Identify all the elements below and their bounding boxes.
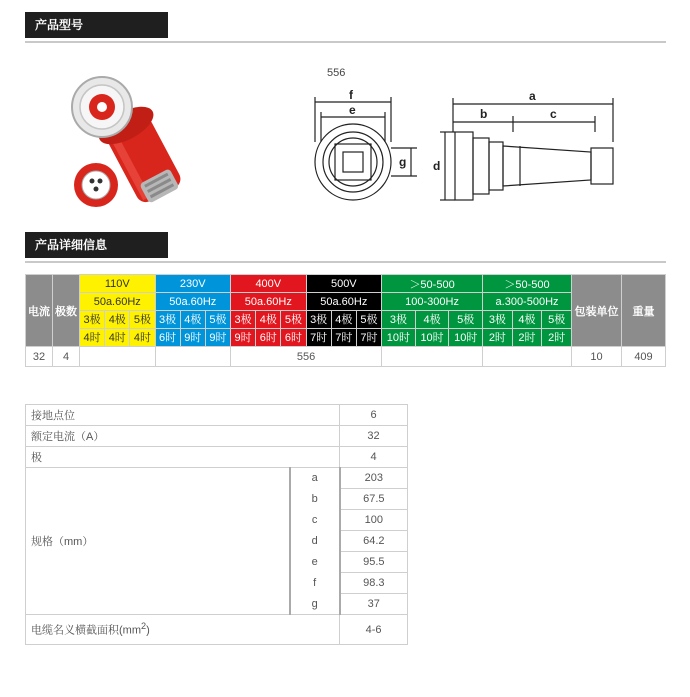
pole-cell: 5极 [205, 311, 230, 329]
hour-cell: 9时 [231, 329, 256, 347]
pole-cell: 4极 [512, 311, 542, 329]
section-divider [25, 41, 666, 43]
pole-cell: 4极 [180, 311, 205, 329]
header-current: 电流 [26, 275, 53, 347]
size-value: 67.5 [340, 489, 408, 510]
pole-cell: 3极 [231, 311, 256, 329]
group-freq: a.300-500Hz [483, 293, 572, 311]
label-size: 规格（mm） [26, 468, 290, 615]
hour-cell: 4时 [80, 329, 105, 347]
hour-cell: 4时 [130, 329, 155, 347]
pole-cell: 3极 [80, 311, 105, 329]
pole-cell: 3极 [382, 311, 416, 329]
hour-cell: 10时 [382, 329, 416, 347]
pole-cell: 4极 [256, 311, 281, 329]
group-volt: ＞50-500 [382, 275, 483, 293]
label-earth: 接地点位 [26, 405, 340, 426]
spec-table [25, 274, 666, 367]
pole-cell: 5极 [356, 311, 381, 329]
size-letter: e [290, 552, 340, 573]
table-row [26, 615, 408, 645]
pole-cell: 3极 [306, 311, 331, 329]
size-letter: b [290, 489, 340, 510]
drawing-model-label: 556 [327, 67, 346, 79]
hour-cell: 6时 [281, 329, 306, 347]
size-value: 203 [340, 468, 408, 489]
pole-cell: 3极 [155, 311, 180, 329]
hour-cell: 9时 [180, 329, 205, 347]
dim-c-label: c [550, 107, 557, 121]
hour-cell: 7时 [356, 329, 381, 347]
dim-g-label: g [399, 155, 407, 169]
cell-empty [80, 347, 156, 367]
group-freq: 50a.60Hz [231, 293, 307, 311]
cell-empty [382, 347, 483, 367]
dim-a-label: a [529, 89, 536, 103]
cell-weight: 409 [622, 347, 666, 367]
pole-cell: 5极 [281, 311, 306, 329]
pole-cell: 4极 [331, 311, 356, 329]
product-image [60, 65, 200, 210]
size-value: 37 [340, 594, 408, 615]
group-volt: 230V [155, 275, 231, 293]
table-row [26, 347, 666, 367]
group-volt: 400V [231, 275, 307, 293]
group-volt: 110V [80, 275, 156, 293]
hour-cell: 9时 [205, 329, 230, 347]
pole-cell: 5极 [542, 311, 572, 329]
group-freq: 50a.60Hz [155, 293, 231, 311]
hour-cell: 4时 [105, 329, 130, 347]
cell-empty [483, 347, 572, 367]
dim-d-label: d [433, 159, 441, 173]
value-pole: 4 [340, 447, 408, 468]
pole-cell: 4极 [105, 311, 130, 329]
size-letter: d [290, 531, 340, 552]
table-row [26, 426, 408, 447]
dimension-drawing [305, 62, 635, 212]
section-header-product-details [25, 232, 666, 264]
cable-label-close: ) [146, 624, 150, 637]
hour-cell: 2时 [512, 329, 542, 347]
group-freq: 50a.60Hz [306, 293, 382, 311]
hour-cell: 2时 [483, 329, 513, 347]
table-row [26, 468, 408, 489]
dim-f-label: f [349, 88, 353, 102]
table-row [26, 405, 408, 426]
hour-cell: 2时 [542, 329, 572, 347]
pole-cell: 3极 [483, 311, 513, 329]
group-volt: 500V [306, 275, 382, 293]
size-letter: g [290, 594, 340, 615]
group-volt: ＞50-500 [483, 275, 572, 293]
hour-cell: 10时 [415, 329, 449, 347]
cell-poles: 4 [53, 347, 80, 367]
pole-cell: 4极 [415, 311, 449, 329]
details-table [25, 404, 408, 645]
value-earth: 6 [340, 405, 408, 426]
hour-cell: 6时 [155, 329, 180, 347]
size-letter: c [290, 510, 340, 531]
group-freq: 100-300Hz [382, 293, 483, 311]
pole-cell: 5极 [449, 311, 483, 329]
cell-empty [155, 347, 231, 367]
header-weight: 重量 [622, 275, 666, 347]
cell-model: 556 [231, 347, 382, 367]
value-cable: 4-6 [340, 615, 408, 645]
section-divider [25, 261, 666, 263]
dim-b-label: b [480, 107, 488, 121]
size-letter: a [290, 468, 340, 489]
pole-cell: 5极 [130, 311, 155, 329]
cable-label-text: 电缆名义横截面积(mm [31, 624, 141, 637]
section-title: 产品详细信息 [25, 232, 168, 258]
group-freq: 50a.60Hz [80, 293, 156, 311]
size-value: 64.2 [340, 531, 408, 552]
value-current: 32 [340, 426, 408, 447]
section-header-product-model [25, 12, 666, 44]
header-pack-unit: 包装单位 [572, 275, 622, 347]
size-letter: f [290, 573, 340, 594]
hour-cell: 10时 [449, 329, 483, 347]
size-value: 95.5 [340, 552, 408, 573]
label-pole: 极 [26, 447, 340, 468]
label-cable [26, 615, 340, 645]
label-current: 额定电流（A） [26, 426, 340, 447]
size-value: 100 [340, 510, 408, 531]
section-title: 产品型号 [25, 12, 168, 38]
hour-cell: 6时 [256, 329, 281, 347]
cable-label-sup: 2 [141, 621, 147, 632]
size-value: 98.3 [340, 573, 408, 594]
hour-cell: 7时 [306, 329, 331, 347]
table-row [26, 447, 408, 468]
cell-pack: 10 [572, 347, 622, 367]
header-poles: 极数 [53, 275, 80, 347]
cell-current: 32 [26, 347, 53, 367]
dim-e-label: e [349, 103, 356, 117]
hour-cell: 7时 [331, 329, 356, 347]
